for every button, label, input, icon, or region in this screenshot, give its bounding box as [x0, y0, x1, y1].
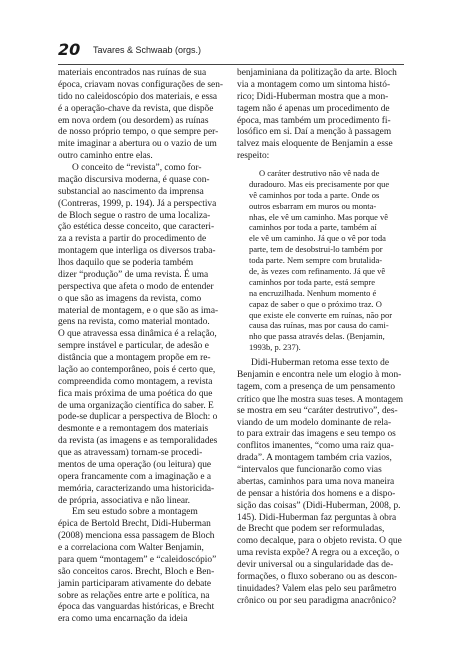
text-line: era como uma encarnação da ideia	[58, 614, 188, 625]
text-line: materiais encontrados nas ruínas de sua	[58, 68, 207, 78]
text-line: mentos de uma operação (ou leitura) que	[58, 459, 212, 470]
page-number: 20	[58, 40, 81, 59]
text-line: Benjamin e encontra nele um elogio à mon-	[237, 370, 402, 381]
text-line: memória, caracterizando uma historicida-	[58, 483, 215, 494]
text-line: caminhos por toda a parte, também aí	[249, 222, 377, 233]
text-line: na encruzilhada. Nenhum momento é	[249, 287, 377, 298]
text-line: tagem não é apenas um procedimento de	[237, 103, 390, 114]
text-line: pode-se duplicar a perspectiva de Bloch: o	[58, 412, 218, 423]
text-line: material de montagem, e o que são as ima-	[58, 305, 219, 316]
text-line: O caráter destrutivo não vê nada de	[259, 168, 380, 178]
text-line: jamin participaram ativamente do debate	[58, 578, 212, 589]
page-header	[58, 40, 404, 62]
text-line: o que são as imagens da revista, como	[58, 293, 202, 304]
text-line: fica mais próxima de uma poética do que	[58, 388, 213, 399]
text-line: é a operação-chave da revista, que dispõe	[58, 103, 214, 114]
text-line: são conceitos caros. Brecht, Bloch e Ben-	[58, 566, 215, 577]
text-line: viando de um modelo dominante de rela-	[237, 417, 392, 428]
text-line: dizer “produção” de uma revista. É uma	[58, 269, 209, 280]
text-line: talvez mais eloquente de Benjamin a esse	[237, 139, 393, 150]
text-line: vê caminhos por toda a parte. Onde os	[249, 189, 380, 200]
text-line: sempre instável e particular, de adesão e	[58, 341, 209, 352]
text-line: de Brecht que podem ser reformuladas,	[237, 524, 385, 535]
text-line: épica de Bertold Brecht, Didi-Huberman	[58, 519, 211, 530]
text-line: gens na revista, como material montado.	[58, 317, 210, 328]
text-line: via a montagem como um sintoma histó-	[237, 79, 391, 90]
text-line: formações, o fluxo soberano ou as descon-	[237, 571, 398, 582]
text-line: sobre as relações entre arte e política, na	[58, 590, 210, 601]
text-line: para quem “montagem” e “caleidoscópio”	[58, 554, 217, 565]
text-line: O conceito de “revista”, como for-	[72, 163, 202, 173]
text-line: capaz de saber o que o próximo traz. O	[249, 298, 382, 309]
text-line: ção estética desse conceito, que caracteri-	[58, 222, 215, 233]
text-line: época das vanguardas históricas, e Brecht	[58, 602, 215, 613]
text-line: de própria, associativa e não linear.	[58, 495, 190, 506]
text-line: parte, tem de desobstrui-lo também por	[249, 244, 383, 255]
text-line: mação discursiva moderna, é quase con-	[58, 174, 210, 185]
text-line: crônico ou por seu paradigma anacrônico?	[237, 595, 397, 606]
text-line: tagem, com a presença de um pensamento	[237, 381, 396, 392]
text-line: respeito:	[237, 151, 270, 162]
text-line: Didi-Huberman retoma esse texto de	[251, 358, 389, 369]
text-line: desmonte e a remontagem dos materiais	[58, 424, 209, 435]
text-line: uma revista expõe? A regra ou a exceção, o	[237, 548, 400, 559]
text-line: substancial ao nascimento da imprensa	[58, 186, 204, 197]
text-line: de uma organização científica do saber. E	[58, 400, 214, 411]
text-line: benjaminiana da politização da arte. Bloch	[237, 68, 397, 78]
text-line: to para extrair das imagens e seu tempo os	[237, 429, 396, 440]
block-quote	[249, 168, 405, 353]
text-line: 1993b, p. 237).	[249, 342, 301, 353]
text-line: como decalque, para o objeto revista. O que	[237, 536, 402, 547]
right-column-text-bottom	[237, 358, 405, 607]
text-line: losófico em si. Daí a menção à passagem	[237, 127, 392, 138]
text-line: ele vê um caminho. Já que o vê por toda	[249, 233, 386, 244]
text-line: toda parte. Nem sempre com brutalida-	[249, 255, 383, 266]
text-line: distância que a montagem propõe em re-	[58, 353, 211, 363]
text-line: que as atravessam) tornam-se procedi-	[58, 448, 203, 458]
text-line: tinuidades? Valem elas pelo seu parâmetro	[237, 583, 397, 594]
left-column	[58, 68, 225, 626]
text-line: 145). Didi-Huberman faz perguntas à obra	[237, 512, 397, 523]
text-line: devir universal ou a singularidade das de-	[237, 560, 394, 571]
running-head: Tavares & Schwaab (orgs.)	[93, 45, 202, 55]
text-line: que existe ele converte em ruínas, não por	[249, 309, 393, 320]
text-line: abertas, caminhos para uma nova maneira	[237, 476, 395, 487]
text-line: época, mas também um procedimento fi-	[237, 115, 391, 126]
text-line: causa das ruínas, mas por causa do cami-	[249, 320, 389, 331]
text-line: época, criavam novas configurações de sen-	[58, 79, 224, 90]
text-line: de Bloch segue o rastro de uma localiza-	[58, 210, 211, 221]
text-line: compreendida como montagem, a revista	[58, 376, 213, 387]
text-line: e a correlaciona com Walter Benjamin,	[58, 543, 204, 553]
text-line: outro caminho entre elas.	[58, 151, 153, 162]
text-line: de nosso próprio tempo, o que sempre per-	[58, 127, 219, 138]
text-line: opera francamente com a imaginação e a	[58, 471, 212, 482]
text-line: (2008) menciona essa passagem de Bloch	[58, 531, 215, 542]
text-line: O que atravessa essa dinâmica é a relação,	[58, 329, 217, 340]
text-line: conflitos imanentes, “como uma raiz qua-	[237, 441, 394, 452]
text-line: duradouro. Mas eis precisamente por que	[249, 178, 390, 189]
text-line: crítico que lhe mostra suas teses. A montagem	[237, 393, 403, 404]
text-line: sição das coisas” (Didi-Huberman, 2008, p.	[237, 500, 401, 511]
text-line: nhas, ele vê um caminho. Mas porque vê	[249, 211, 389, 222]
text-line: za a revista a partir do procedimento de	[58, 234, 207, 245]
right-column	[237, 68, 405, 608]
text-line: “intervalos que funcionarão como vias	[237, 465, 382, 476]
text-line: nho que passa através delas. (Benjamin,	[249, 331, 385, 342]
text-line: (Contreras, 1999, p. 194). Já a perspectiva	[58, 198, 217, 209]
text-line: outros esbarram em muros ou monta-	[249, 200, 377, 211]
text-line: de, às vezes com refinamento. Já que vê	[249, 266, 386, 277]
text-line: em nova ordem (ou desordem) as ruínas	[58, 115, 209, 126]
text-line: lação ao contemporâneo, pois é certo que,	[58, 364, 216, 375]
header-rule	[58, 64, 404, 65]
text-line: caminhos por toda parte, está sempre	[249, 276, 376, 287]
text-line: da revista (as imagens e as temporalidades	[58, 436, 218, 447]
text-line: Em seu estudo sobre a montagem	[72, 507, 198, 518]
text-line: mite imaginar a abertura ou o vazio de um	[58, 139, 217, 150]
text-line: montagem que interliga os diversos traba-	[58, 246, 216, 257]
text-line: se mostra em seu “caráter destrutivo”, des-	[237, 405, 398, 416]
text-line: tido no caleidoscópio dos materiais, e essa	[58, 91, 218, 102]
text-line: drada”. A montagem também cria vazios,	[237, 453, 392, 464]
text-line: perspectiva que afeta o modo de entender	[58, 281, 214, 292]
text-line: rico; Didi-Huberman mostra que a mon-	[237, 91, 389, 102]
text-line: lhos daquilo que se poderia também	[58, 258, 194, 268]
right-column-text-top	[237, 68, 405, 163]
text-line: de pensar a história dos homens e a dispo-	[237, 488, 396, 499]
